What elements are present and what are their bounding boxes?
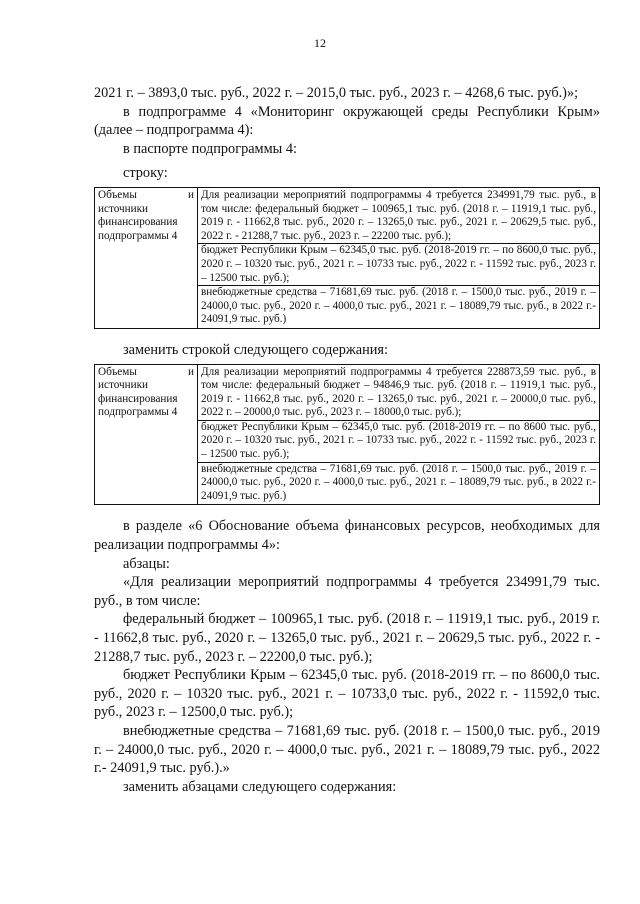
value-block-extrabudget: внебюджетные средства – 71681,69 тыс. руб. (2018 г. – 1500,0 тыс. руб., 2019 г. – 24000,0 тыс. руб., 2020 г. – 4000,0 тыс. руб., 2021 г. – 18089,79 тыс. руб., в 2022 г.- 24091,9 тыс. руб.) — [198, 462, 599, 504]
value-block-extrabudget: внебюджетные средства – 71681,69 тыс. руб. (2018 г. – 1500,0 тыс. руб., 2019 г. – 24000,0 тыс. руб., 2020 г. – 4000,0 тыс. руб., 2021 г. – 18089,79 тыс. руб., в 2022 г.- 24091,9 тыс. руб.) — [198, 285, 599, 327]
replace-paragraphs-line: заменить абзацами следующего содержания: — [123, 778, 397, 795]
value-block-regional: бюджет Республики Крым – 62345,0 тыс. руб. (2018-2019 гг. – по 8600 тыс. руб., 2020 г. – 10320 тыс. руб., 2021 г. – 10733 тыс. руб., 2022 г. - 11592 тыс. руб., 2023 г. – 12500 тыс. руб.); — [198, 420, 599, 462]
financing-table-old — [94, 187, 600, 329]
line-label: строку: — [123, 165, 168, 182]
table-label-cell — [95, 187, 198, 328]
quoted-paragraph-2: федеральный бюджет – 100965,1 тыс. руб. (2018 г. – 11919,1 тыс. руб., 2019 г. - 11662,8 тыс. руб., 2020 г. – 13265,0 тыс. руб., 2021 г. – 20629,5 тыс. руб., 2022 г. - 21288,7 тыс. руб., 2023 г. – 22200,0 тыс. руб.); — [94, 611, 600, 665]
quoted-paragraph-1: «Для реализации мероприятий подпрограммы 4 требуется 234991,79 тыс. руб., в том числе: — [94, 574, 600, 609]
label-and: и — [188, 365, 194, 378]
passport-paragraph: в паспорте подпрограммы 4: — [123, 140, 297, 157]
document-body — [94, 84, 600, 796]
label-line: подпрограммы 4 — [98, 406, 178, 419]
label-line: финансирования — [98, 216, 178, 229]
value-block-federal: Для реализации мероприятий подпрограммы 4 требуется 234991,79 тыс. руб., в том числе: федеральный бюджет – 100965,1 тыс. руб. (2018 г. – 11919,1 тыс. руб., 2019 г. - 11662,8 тыс. руб., 2020 г. – 13265,0 тыс. руб., 2021 г. – 20629,5 тыс. руб., 2022 г. - 21288,7 тыс. руб., 2023 г. – 22200 тыс. руб.); — [201, 188, 596, 242]
table-value-cell — [198, 187, 600, 328]
label-line: подпрограммы 4 — [98, 229, 178, 242]
replace-line-paragraph: заменить строкой следующего содержания: — [123, 341, 388, 358]
label-line: финансирования — [98, 392, 178, 405]
section-heading-paragraph: в разделе «6 Обоснование объема финансовых ресурсов, необходимых для реализации подпрограммы 4»: — [94, 518, 600, 554]
label-line: источники — [98, 202, 149, 215]
label-line: источники — [98, 379, 149, 392]
table-label-cell — [95, 364, 198, 505]
subprogram-paragraph: в подпрограмме 4 «Мониторинг окружающей среды Республики Крым» (далее – подпрограмма 4): — [94, 103, 600, 139]
paragraphs-label: абзацы: — [123, 555, 170, 572]
label-word: Объемы — [98, 365, 137, 378]
quoted-paragraph-4: внебюджетные средства – 71681,69 тыс. руб. (2018 г. – 1500,0 тыс. руб., 2019 г. – 24000,0 тыс. руб., 2020 г. – 4000,0 тыс. руб., 2021 г. – 18089,79 тыс. руб., 2022 г.- 24091,9 тыс. руб.).» — [94, 722, 600, 777]
value-block-federal: Для реализации мероприятий подпрограммы 4 требуется 228873,59 тыс. руб., в том числе: федеральный бюджет – 94846,9 тыс. руб. (2018 г. – 11919,1 тыс. руб., 2019 г. - 11662,8 тыс. руб., 2020 г. – 13265,0 тыс. руб., 2021 г. – 20000,0 тыс. руб., 2022 г. – 20000,0 тыс. руб., 2023 г. – 18000,0 тыс. руб.); — [201, 365, 596, 419]
table-value-cell — [198, 364, 600, 505]
quoted-paragraph-3: бюджет Республики Крым – 62345,0 тыс. руб. (2018-2019 гг. – по 8600,0 тыс. руб., 2020 г. – 10320 тыс. руб., 2021 г. – 10733,0 тыс. руб., 2022 г. - 11592,0 тыс. руб., 2023 г. – 12500,0 тыс. руб.); — [94, 667, 600, 721]
financing-table-new — [94, 364, 600, 506]
value-block-regional: бюджет Республики Крым – 62345,0 тыс. руб. (2018-2019 гг. – по 8600,0 тыс. руб., 2020 г. – 10320 тыс. руб., 2021 г. – 10733 тыс. руб., 2022 г. - 11592 тыс. руб., 2023 г. – 12500 тыс. руб.); — [198, 243, 599, 285]
label-and: и — [188, 188, 194, 201]
label-word: Объемы — [98, 188, 137, 201]
page-number: 12 — [314, 36, 326, 50]
continuation-paragraph: 2021 г. – 3893,0 тыс. руб., 2022 г. – 2015,0 тыс. руб., 2023 г. – 4268,6 тыс. руб.)»; — [94, 85, 579, 101]
